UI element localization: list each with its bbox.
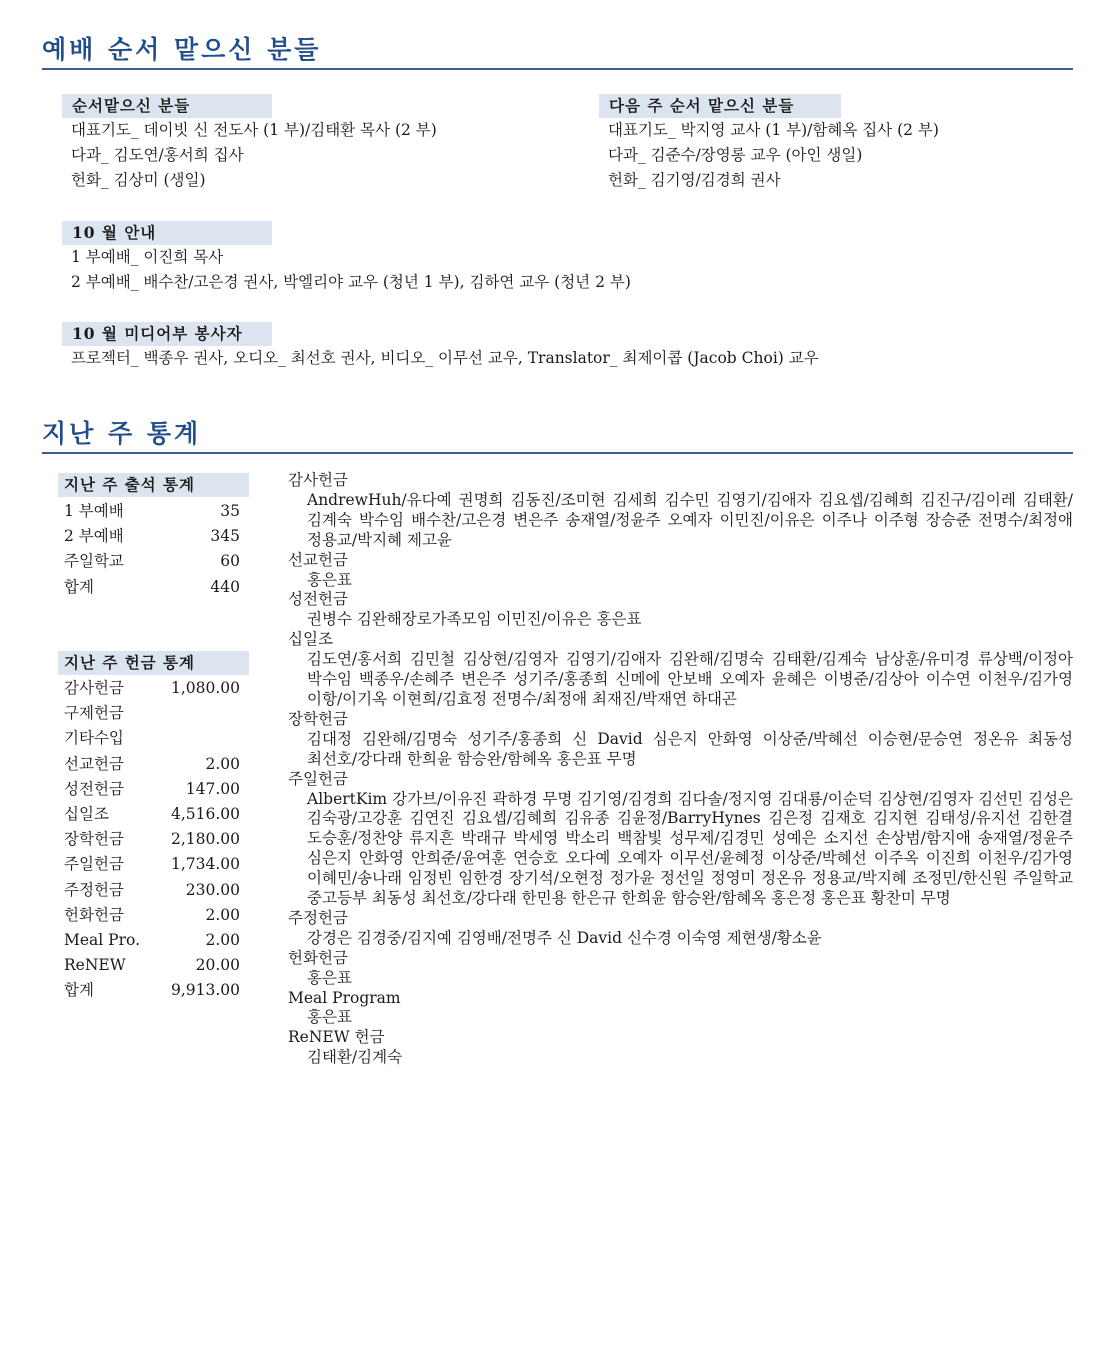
next-roles-box bbox=[599, 94, 939, 193]
media-volunteers-line: 프로젝터_ 백종우 권사, 오디오_ 최선호 권사, 비디오_ 이무선 교우, Translator_ 최제이콥 (Jacob Choi) 교우 bbox=[71, 349, 819, 367]
donor-names: 홍은표 bbox=[307, 968, 352, 987]
current-role-line: 다과_ 김도연/홍서희 집사 bbox=[71, 146, 244, 164]
next-roles-heading: 다음 주 순서 맡으신 분들 bbox=[599, 94, 841, 118]
next-role-line: 다과_ 김준수/장영롱 교우 (아인 생일) bbox=[608, 146, 863, 164]
attendance-total-row: 합계 440 bbox=[64, 577, 240, 596]
section-title-last-week-stats: 지난 주 통계 bbox=[42, 418, 1073, 454]
donation-category: 선교헌금 bbox=[288, 550, 348, 569]
donor-names: 김대정 김완해/김명숙 성기주/홍종희 신 David 심은지 안화영 이상준/박혜선 이승현/문승연 정온유 최동성 최선호/강다래 한희윤 함승완/함혜옥 홍은표 무명 bbox=[307, 729, 1073, 768]
donation-category: 헌화헌금 bbox=[288, 948, 348, 967]
donor-names: 권병수 김완해장로가족모임 이민진/이유은 홍은표 bbox=[307, 610, 642, 629]
donation-category: Meal Program bbox=[288, 988, 401, 1007]
media-volunteers-heading: 10 월 미디어부 봉사자 bbox=[62, 322, 272, 346]
donor-names: 김도연/홍서희 김민철 김상현/김영자 김영기/김애자 김완해/김명숙 김태환/김계숙 남상훈/유미경 류상백/이정아 박수임 백종우/손혜주 변은주 성기주/홍종희 신메에 안보배 오예자 윤혜은 이병준/김상아 이수연 이천우/김가영 이항/이기옥 이현희/김효정 전명수/최정애 최재진/박재연 하대곤 bbox=[307, 650, 1073, 708]
offering-total-row: 합계 9,913.00 bbox=[64, 981, 240, 1000]
offering-stats bbox=[58, 651, 249, 1004]
attendance-heading: 지난 주 출석 통계 bbox=[58, 473, 249, 497]
offering-row: Meal Pro. 2.00 bbox=[64, 931, 240, 950]
donation-category: 주일헌금 bbox=[288, 769, 348, 788]
offering-row: 헌화헌금 2.00 bbox=[64, 905, 240, 924]
donor-names: AlbertKim 강가브/이유진 곽하경 무명 김기영/김경희 김다솔/정지영 김대룡/이순덕 김상현/김영자 김선민 김성은 김숙광/고강훈 김연진 김요셉/김혜희 김유종 김윤정/BarryHynes 김은정 김재호 김지현 김태성/유지선 김한결 도승훈/정찬양 류지흔 박래규 박세영 박소리 백참빛 성무제/김경민 성예은 소지선 손상범/함지애 송재열/정윤주 심은지 안화영 안희준/윤여훈 연승호 오다예 오예자 이무선/윤혜정 이상준/박혜선 이주옥 이진희 이천우/김가영 이혜민/송나래 임정빈 임한경 장기석/오현정 정가윤 정선일 정영미 정온유 정용교/박지혜 조정민/한신원 주일학교 중고등부 최동성 최선호/강다래 한민용 한은규 한희윤 함승완/함혜옥 홍은정 홍은표 황찬미 무명 bbox=[307, 789, 1073, 908]
offering-row: 주정헌금 230.00 bbox=[64, 880, 240, 899]
donor-names: 강경은 김경중/김지예 김영배/전명주 신 David 신수경 이숙영 제현생/황소윤 bbox=[307, 928, 822, 947]
donor-list bbox=[288, 471, 1073, 1068]
current-role-line: 헌화_ 김상미 (생일) bbox=[71, 171, 206, 189]
offering-row: 장학헌금 2,180.00 bbox=[64, 830, 240, 849]
attendance-stats bbox=[58, 473, 249, 600]
attendance-row: 주일학교 60 bbox=[64, 552, 240, 571]
next-role-line: 헌화_ 김기영/김경희 권사 bbox=[608, 171, 781, 189]
offering-row: 십일조 4,516.00 bbox=[64, 805, 240, 824]
october-info-heading: 10 월 안내 bbox=[62, 221, 272, 245]
donation-category: 십일조 bbox=[288, 630, 333, 649]
offering-row: 구제헌금 bbox=[64, 704, 124, 723]
offering-row: 성전헌금 147.00 bbox=[64, 779, 240, 798]
offering-row: 주일헌금 1,734.00 bbox=[64, 855, 240, 874]
donation-category: 성전헌금 bbox=[288, 590, 348, 609]
attendance-row: 1 부예배 35 bbox=[64, 502, 240, 520]
donation-category: 주정헌금 bbox=[288, 908, 348, 927]
october-info-box bbox=[62, 221, 631, 295]
offering-heading: 지난 주 헌금 통계 bbox=[58, 651, 249, 675]
donation-category: ReNEW 헌금 bbox=[288, 1028, 385, 1047]
october-info-line: 1 부예배_ 이진희 목사 bbox=[71, 248, 224, 266]
current-role-line: 대표기도_ 데이빗 신 전도사 (1 부)/김태환 목사 (2 부) bbox=[71, 121, 437, 139]
donor-names: 홍은표 bbox=[307, 1008, 352, 1027]
offering-row: ReNEW 20.00 bbox=[64, 956, 240, 975]
media-volunteers-box bbox=[62, 322, 819, 371]
offering-row: 감사헌금 1,080.00 bbox=[64, 679, 240, 697]
donor-names: 홍은표 bbox=[307, 570, 352, 589]
current-roles-box bbox=[62, 94, 437, 193]
next-role-line: 대표기도_ 박지영 교사 (1 부)/함혜옥 집사 (2 부) bbox=[608, 121, 939, 139]
donation-category: 감사헌금 bbox=[288, 471, 348, 489]
offering-row: 선교헌금 2.00 bbox=[64, 754, 240, 773]
section-title-service-roles: 예배 순서 맡으신 분들 bbox=[42, 34, 1073, 70]
october-info-line: 2 부예배_ 배수찬/고은경 권사, 박엘리야 교우 (청년 1 부), 김하연 교우 (청년 2 부) bbox=[71, 273, 631, 291]
offering-row: 기타수입 bbox=[64, 729, 124, 748]
attendance-row: 2 부예배 345 bbox=[64, 527, 240, 546]
donor-names: AndrewHuh/유다예 권명희 김동진/조미현 김세희 김수민 김영기/김애자 김요셉/김혜희 김진구/김이레 김태환/김계숙 박수임 배수찬/고은경 변은주 송재열/정윤주 오예자 이민진/이유은 이주나 이주형 장승준 전명수/최정애 정용교/박지혜 제고윤 bbox=[307, 490, 1073, 549]
donor-names: 김태환/김계숙 bbox=[307, 1048, 403, 1067]
donation-category: 장학헌금 bbox=[288, 709, 348, 728]
current-roles-heading: 순서맡으신 분들 bbox=[62, 94, 272, 118]
